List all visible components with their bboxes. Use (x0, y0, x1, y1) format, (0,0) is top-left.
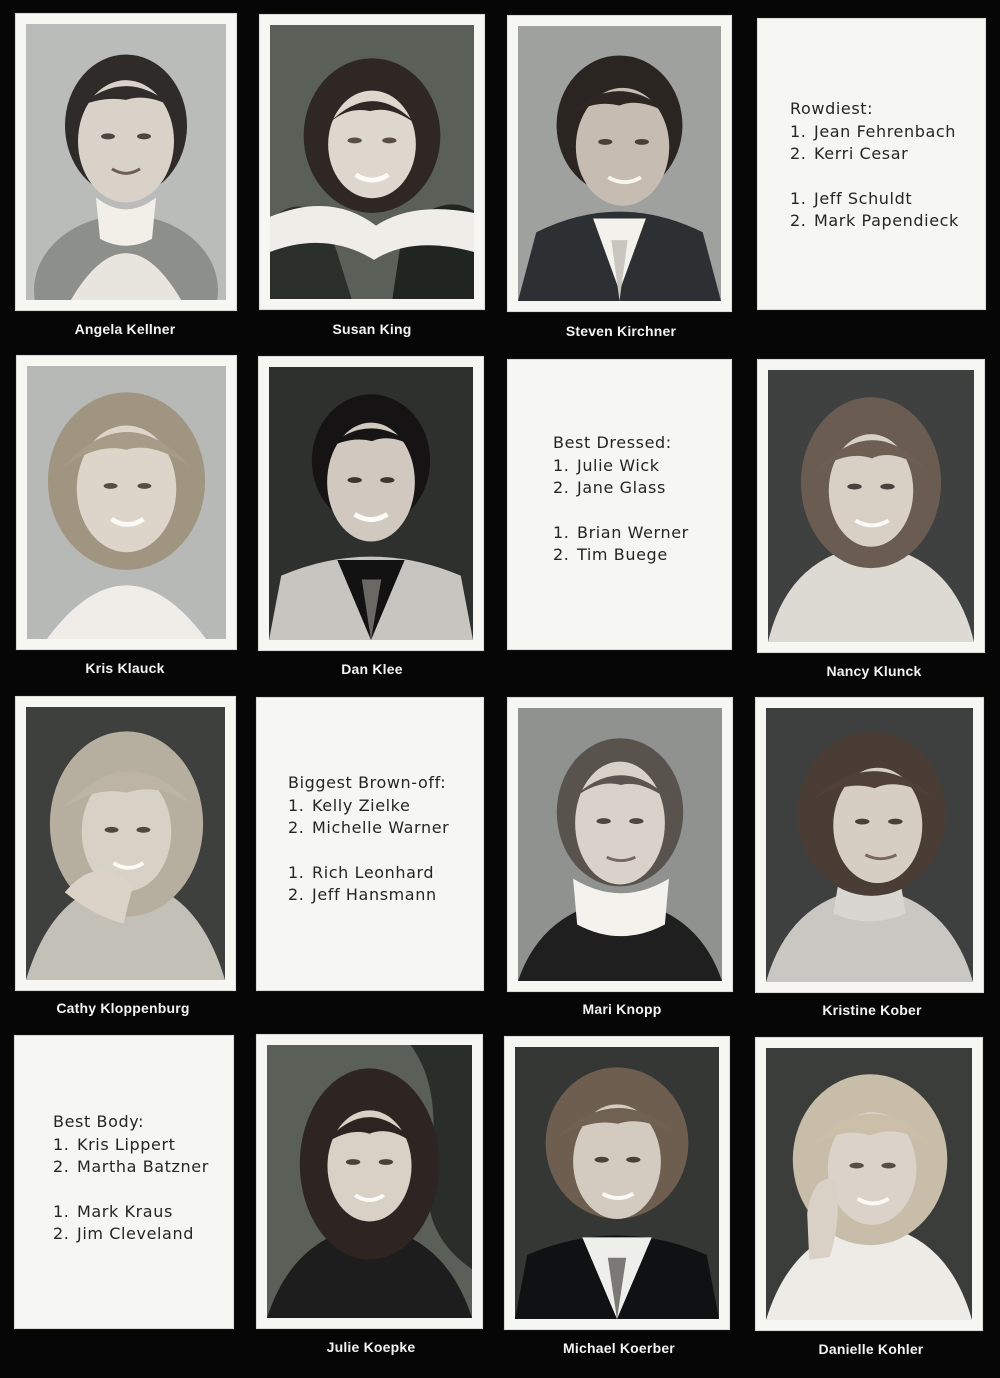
award-winner: 2. Kerri Cesar (790, 144, 909, 163)
portrait-caption: Susan King (332, 321, 412, 337)
award-text (288, 772, 449, 907)
portrait-caption: Steven Kirchner (565, 323, 677, 339)
portrait-card-danielle-kohler (755, 1037, 983, 1331)
award-winner: 2. Michelle Warner (288, 818, 450, 837)
spacer (553, 500, 689, 522)
portrait-photo (27, 366, 226, 639)
award-text (553, 432, 689, 567)
portrait-card-nancy-klunck (757, 359, 985, 653)
portrait-card-julie-koepke (256, 1034, 483, 1329)
portrait-card-mari-knopp (507, 697, 733, 992)
portrait-card-angela-kellner (15, 13, 237, 311)
award-winner: 2. Tim Buege (553, 545, 668, 564)
portrait-photo (269, 367, 473, 640)
award-winner: 2. Jim Cleveland (53, 1224, 194, 1243)
award-title: Rowdiest: (790, 99, 874, 118)
portrait-photo (766, 708, 973, 982)
award-winner: 1. Jeff Schuldt (790, 188, 913, 208)
award-winner: 1. Rich Leonhard (288, 862, 435, 882)
portrait-photo (26, 24, 226, 300)
spacer (790, 166, 959, 188)
portrait-card-kristine-kober (755, 697, 984, 993)
award-winner: 1. Jean Fehrenbach (790, 121, 957, 141)
portrait-caption: Michael Koerber (563, 1340, 675, 1356)
award-winner: 2. Martha Batzner (53, 1157, 209, 1176)
award-text (790, 98, 959, 233)
award-card-rowdiest (757, 18, 986, 310)
award-title: Best Dressed: (553, 433, 672, 452)
portrait-photo (270, 25, 474, 299)
spacer (288, 840, 449, 862)
award-card-biggest-brown-off (256, 697, 484, 991)
portrait-photo (518, 708, 722, 981)
portrait-photo (26, 707, 225, 980)
portrait-caption: Danielle Kohler (818, 1341, 924, 1357)
portrait-caption: Cathy Kloppenburg (56, 1000, 190, 1016)
spacer (53, 1179, 209, 1201)
award-winner: 2. Jeff Hansmann (288, 885, 437, 904)
award-winner: 1. Kelly Zielke (288, 795, 411, 815)
portrait-caption: Kristine Kober (822, 1002, 922, 1018)
portrait-card-cathy-kloppenburg (15, 696, 236, 991)
award-winner: 2. Mark Papendieck (790, 211, 959, 230)
award-card-best-body (14, 1035, 234, 1329)
portrait-caption: Nancy Klunck (826, 663, 922, 679)
portrait-photo (518, 26, 721, 301)
award-winner: 1. Brian Werner (553, 522, 689, 542)
portrait-caption: Julie Koepke (326, 1339, 416, 1355)
portrait-card-susan-king (259, 14, 485, 310)
portrait-caption: Angela Kellner (74, 321, 176, 337)
portrait-photo (515, 1047, 719, 1319)
award-winner: 1. Julie Wick (553, 455, 660, 475)
award-text (53, 1111, 209, 1246)
portrait-caption: Mari Knopp (582, 1001, 662, 1017)
portrait-card-dan-klee (258, 356, 484, 651)
award-winner: 1. Mark Kraus (53, 1201, 173, 1221)
portrait-card-michael-koerber (504, 1036, 730, 1330)
award-card-best-dressed (507, 359, 732, 650)
portrait-card-steven-kirchner (507, 15, 732, 312)
portrait-caption: Dan Klee (341, 661, 403, 677)
portrait-photo (768, 370, 974, 642)
award-title: Biggest Brown-off: (288, 773, 447, 792)
award-winner: 2. Jane Glass (553, 478, 666, 497)
award-winner: 1. Kris Lippert (53, 1134, 176, 1154)
award-title: Best Body: (53, 1112, 145, 1131)
portrait-photo (766, 1048, 972, 1320)
portrait-caption: Kris Klauck (85, 660, 165, 676)
portrait-photo (267, 1045, 472, 1318)
portrait-card-kris-klauck (16, 355, 237, 650)
